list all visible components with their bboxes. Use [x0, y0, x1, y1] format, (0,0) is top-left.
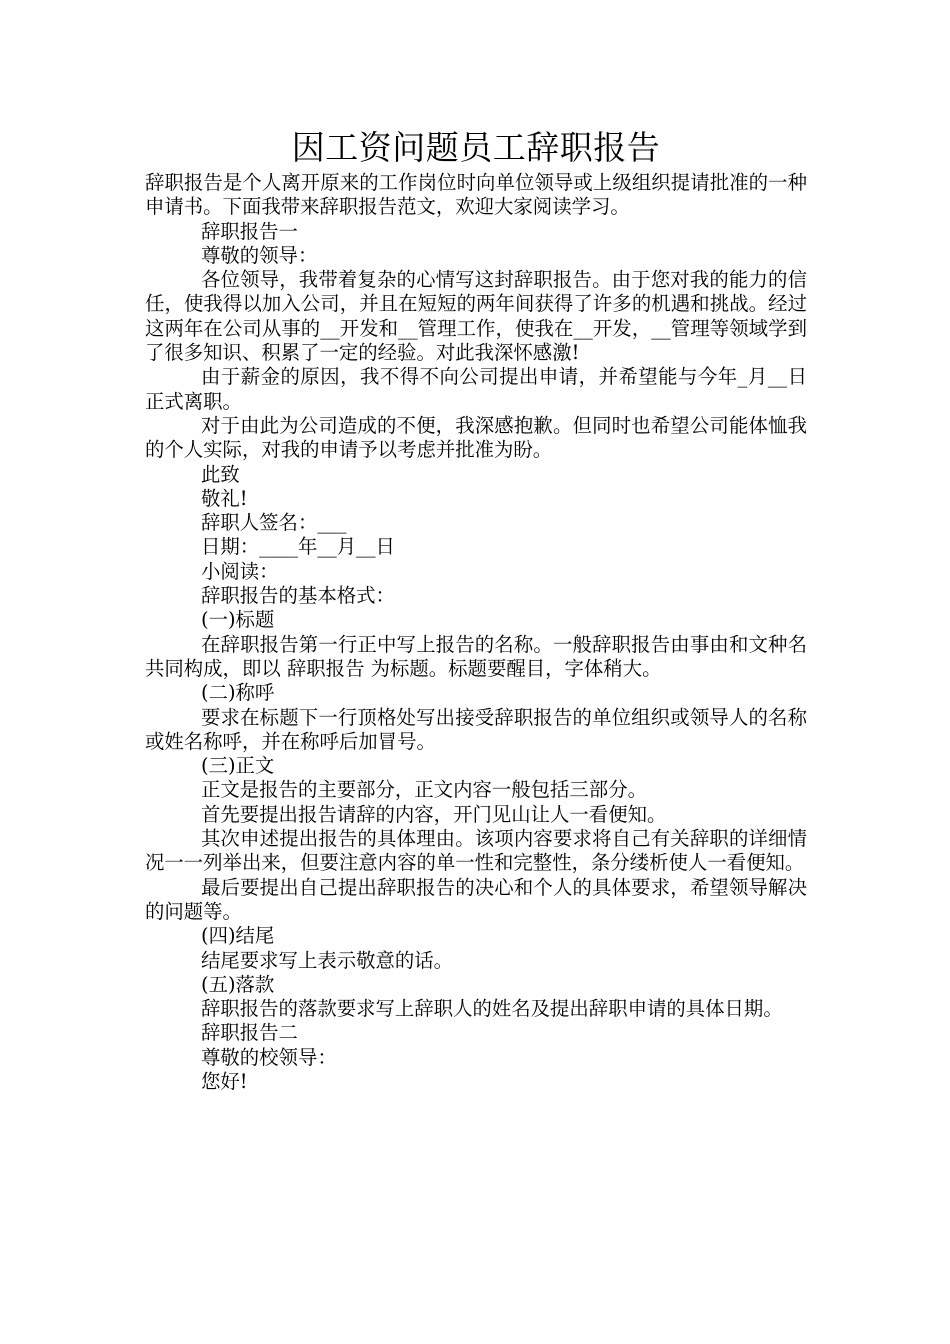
document-paragraph: 敬礼! — [201, 486, 248, 510]
document-paragraph: 对于由此为公司造成的不便，我深感抱歉。但同时也希望公司能体恤我的个人实际，对我的申请予以考虑并批准为盼。 — [145, 413, 807, 462]
document-paragraph: 最后要提出自己提出辞职报告的决心和个人的具体要求，希望领导解决的问题等。 — [145, 875, 807, 923]
document-paragraph: 辞职报告一 — [201, 219, 298, 243]
document-paragraph: 各位领导，我带着复杂的心情写这封辞职报告。由于您对我的能力的信任，使我得以加入公司，并且在短短的两年间获得了许多的机遇和挑战。经过这两年在公司从事的__开发和__管理工作，使我在__开发，__管理等领域学到了很多知识、积累了一定的经验。对此我深怀感激! — [145, 268, 807, 365]
document-paragraph: 您好! — [201, 1069, 248, 1093]
document-body — [145, 171, 807, 1094]
document-paragraph: 小阅读： — [201, 559, 279, 583]
document-paragraph: (二)称呼 — [201, 681, 275, 705]
document-paragraph: 辞职报告是个人离开原来的工作岗位时向单位领导或上级组织提请批准的一种申请书。下面我带来辞职报告范文，欢迎大家阅读学习。 — [145, 171, 807, 219]
document-paragraph: 由于薪金的原因，我不得不向公司提出申请，并希望能与今年_月__日正式离职。 — [145, 365, 807, 413]
document-page — [145, 126, 807, 1094]
document-paragraph: 日期：____年__月__日 — [201, 535, 395, 559]
document-paragraph: 辞职报告二 — [201, 1021, 298, 1045]
document-paragraph: (五)落款 — [201, 972, 275, 996]
document-paragraph: 辞职报告的基本格式： — [201, 584, 395, 608]
document-paragraph: 辞职报告的落款要求写上辞职人的姓名及提出辞职申请的具体日期。 — [201, 997, 783, 1021]
document-paragraph: (四)结尾 — [201, 924, 275, 948]
document-paragraph: 正文是报告的主要部分，正文内容一般包括三部分。 — [201, 778, 647, 802]
document-paragraph: 在辞职报告第一行正中写上报告的名称。一般辞职报告由事由和文种名共同构成，即以 辞职报告 为标题。标题要醒目，字体稍大。 — [145, 632, 807, 680]
document-paragraph: 首先要提出报告请辞的内容，开门见山让人一看便知。 — [201, 802, 667, 826]
document-paragraph: (三)正文 — [201, 754, 275, 778]
document-paragraph: 要求在标题下一行顶格处写出接受辞职报告的单位组织或领导人的名称或姓名称呼，并在称呼后加冒号。 — [145, 705, 807, 753]
document-paragraph: 其次申述提出报告的具体理由。该项内容要求将自己有关辞职的详细情况一一列举出来，但要注意内容的单一性和完整性，条分缕析使人一看便知。 — [145, 827, 807, 875]
document-paragraph: 尊敬的校领导： — [201, 1045, 337, 1069]
document-paragraph: 结尾要求写上表示敬意的话。 — [201, 948, 454, 972]
document-paragraph: (一)标题 — [201, 608, 275, 632]
document-paragraph: 此致 — [201, 462, 240, 486]
document-title: 因工资问题员工辞职报告 — [291, 128, 661, 167]
document-paragraph: 辞职人签名：___ — [201, 511, 347, 535]
document-paragraph: 尊敬的领导： — [201, 243, 318, 267]
